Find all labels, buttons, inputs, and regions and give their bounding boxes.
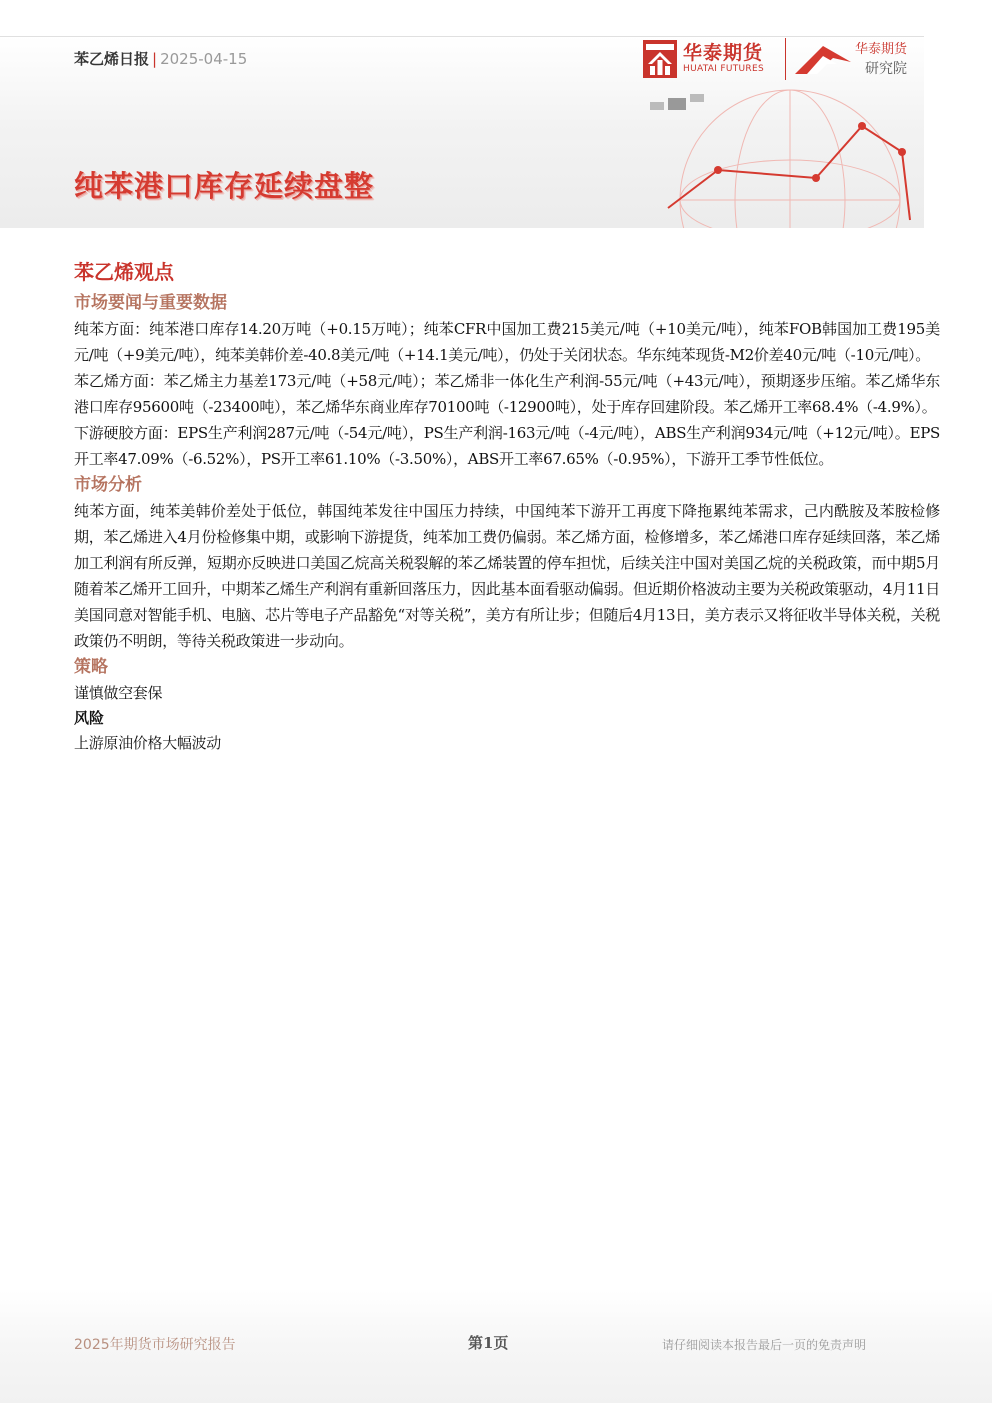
risk-label: 风险 <box>74 709 105 727</box>
strategy-text: 谨慎做空套保 <box>74 684 163 702</box>
huatai-emblem-icon <box>643 40 677 78</box>
report-header <box>74 48 247 69</box>
subsection-title-strategy: 策略 <box>74 657 108 677</box>
huatai-logo <box>643 38 923 80</box>
logo-text-cn: 华泰期货 <box>683 42 764 64</box>
institute-name-bottom: 研究院 <box>865 61 907 77</box>
risk-text: 上游原油价格大幅波动 <box>74 734 222 752</box>
footer-disclaimer: 请仔细阅读本报告最后一页的免责声明 <box>662 1338 867 1352</box>
logo-text-en: HUATAI FUTURES <box>683 64 764 74</box>
paragraph-downstream: 下游硬胶方面：EPS生产利润287元/吨（-54元/吨），PS生产利润-163元/吨（-4元/吨），ABS生产利润934元/吨（+12元/吨）。EPS开工率47.09%（-6.52%），PS开工率61.10%（-3.50%），ABS开工率67.65%（-0.95%），下游开工季节性低位。 <box>74 424 940 468</box>
subsection-title-news: 市场要闻与重要数据 <box>74 293 227 313</box>
report-date: 2025-04-15 <box>160 50 248 68</box>
footer-report-title: 2025年期货市场研究报告 <box>74 1337 236 1353</box>
institute-name-top: 华泰期货 <box>855 42 908 57</box>
header-divider <box>0 36 924 37</box>
header-separator: | <box>152 50 158 68</box>
paragraph-benzene: 纯苯方面：纯苯港口库存14.20万吨（+0.15万吨）；纯苯CFR中国加工费215美元/吨（+10美元/吨），纯苯FOB韩国加工费195美元/吨（+9美元/吨），纯苯美韩价差-40.8美元/吨（+14.1美元/吨），仍处于关闭状态。华东纯苯现货-M2价差40元/吨（-10元/吨）。 <box>74 320 940 364</box>
section-title: 苯乙烯观点 <box>74 260 174 284</box>
paragraph-styrene: 苯乙烯方面：苯乙烯主力基差173元/吨（+58元/吨）；苯乙烯非一体化生产利润-55元/吨（+43元/吨），预期逐步压缩。苯乙烯华东港口库存95600吨（-23400吨），苯乙烯华东商业库存70100吨（-12900吨），处于库存回建阶段。苯乙烯开工率68.4%（-4.9%）。 <box>74 372 940 416</box>
institute-logo-icon <box>793 42 853 76</box>
page-number: 第1页 <box>468 1334 509 1352</box>
report-name: 苯乙烯日报 <box>74 50 150 68</box>
report-body <box>74 256 940 756</box>
subsection-title-analysis: 市场分析 <box>74 475 142 495</box>
page-title: 纯苯港口库存延续盘整 <box>74 169 375 203</box>
network-decoration-graphic <box>600 80 924 228</box>
logo-divider <box>785 38 786 80</box>
paragraph-analysis: 纯苯方面，纯苯美韩价差处于低位，韩国纯苯发往中国压力持续，中国纯苯下游开工再度下降拖累纯苯需求，己内酰胺及苯胺检修期，苯乙烯进入4月份检修集中期，或影响下游提货，纯苯加工费仍偏弱。苯乙烯方面，检修增多，苯乙烯港口库存延续回落，苯乙烯加工利润有所反弹，短期亦反映进口美国乙烷高关税裂解的苯乙烯装置的停车担忧，后续关注中国对美国乙烷的关税政策，而中期5月随着苯乙烯开工回升，中期苯乙烯生产利润有重新回落压力，因此基本面看驱动偏弱。但近期价格波动主要为关税政策驱动，4月11日美国同意对智能手机、电脑、芯片等电子产品豁免“对等关税”，美方有所让步；但随后4月13日，美方表示又将征收半导体关税，关税政策仍不明朗，等待关税政策进一步动向。 <box>74 502 940 650</box>
